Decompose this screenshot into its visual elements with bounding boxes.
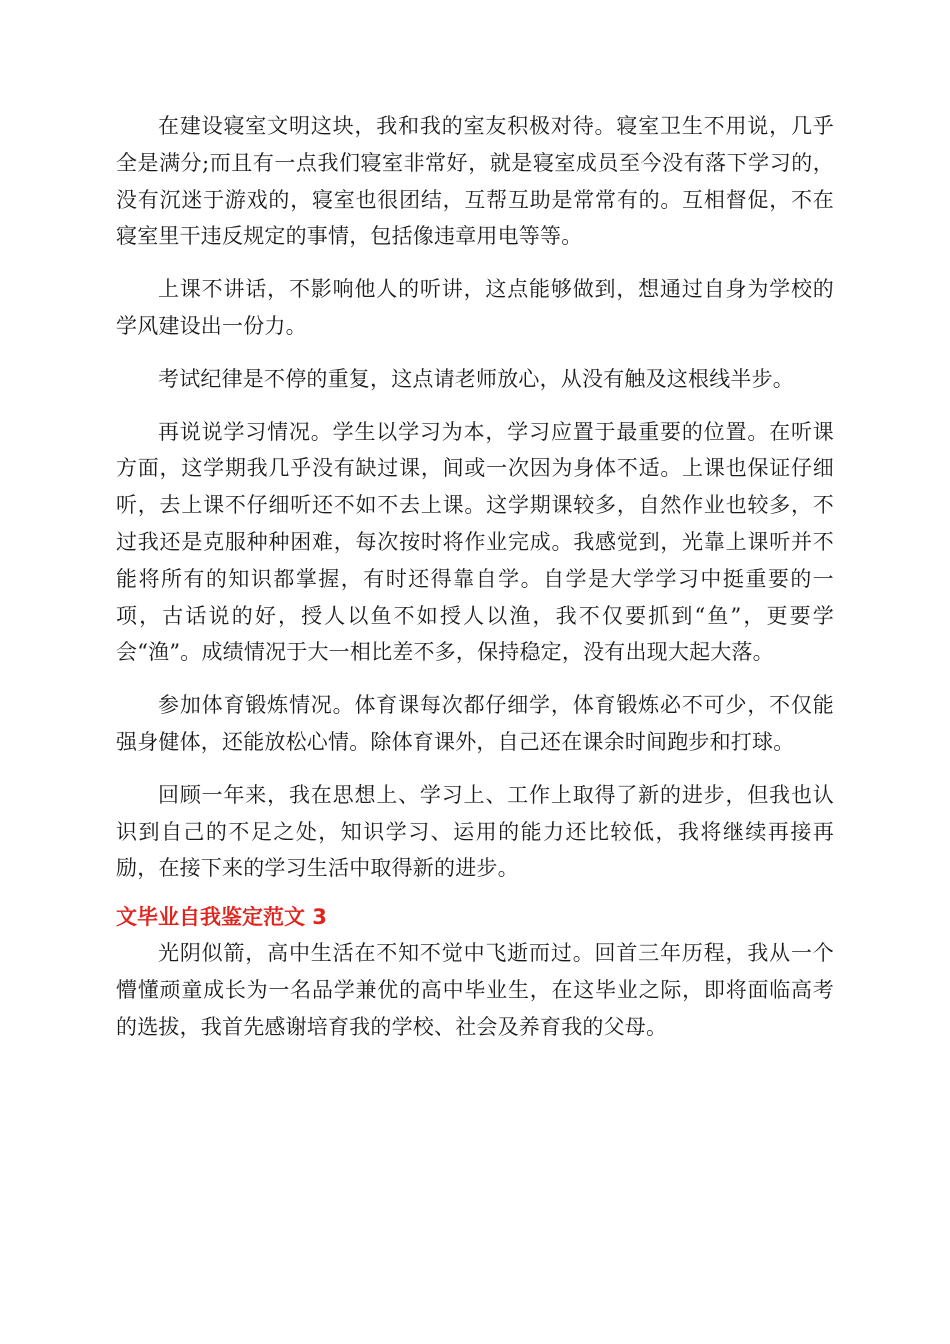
paragraph-class-discipline: 上课不讲话，不影响他人的听讲，这点能够做到，想通过自身为学校的学风建设出一份力。 [116, 277, 834, 338]
paragraph-sports: 参加体育锻炼情况。体育课每次都仔细学，体育锻炼必不可少，不仅能强身健体，还能放松心情。除体育课外，自己还在课余时间跑步和打球。 [116, 693, 834, 754]
paragraph-exam-discipline: 考试纪律是不停的重复，这点请老师放心，从没有触及这根线半步。 [158, 366, 794, 391]
section-heading: 文毕业自我鉴定范文 3 [116, 905, 327, 930]
paragraph-section-intro: 光阴似箭，高中生活在不知不觉中飞逝而过。回首三年历程，我从一个懵懂顽童成长为一名品学兼优的高中毕业生，在这毕业之际，即将面临高考的选拔，我首先感谢培育我的学校、社会及养育我的父母。 [116, 941, 834, 1039]
document-page [116, 108, 834, 1046]
paragraph-dorm-civility: 在建设寝室文明这块，我和我的室友积极对待。寝室卫生不用说，几乎全是满分;而且有一点我们寝室非常好，就是寝室成员至今没有落下学习的，没有沉迷于游戏的，寝室也很团结，互帮互助是常常有的。互相督促，不在寝室里干违反规定的事情，包括像违章用电等等。 [116, 114, 834, 249]
paragraph-review: 回顾一年来，我在思想上、学习上、工作上取得了新的进步，但我也认识到自己的不足之处，知识学习、运用的能力还比较低，我将继续再接再励，在接下来的学习生活中取得新的进步。 [116, 782, 834, 881]
paragraph-study-situation: 再说说学习情况。学生以学习为本，学习应置于最重要的位置。在听课方面，这学期我几乎没有缺过课，间或一次因为身体不适。上课也保证仔细听，去上课不仔细听还不如不去上课。这学期课较多，自然作业也较多，不过我还是克服种种困难，每次按时将作业完成。我感觉到，光靠上课听并不能将所有的知识都掌握，有时还得靠自学。自学是大学学习中挺重要的一项，古话说的好，授人以鱼不如授人以渔，我不仅要抓到“鱼”，更要学会“渔”。成绩情况于大一相比差不多，保持稳定，没有出现大起大落。 [116, 419, 834, 665]
